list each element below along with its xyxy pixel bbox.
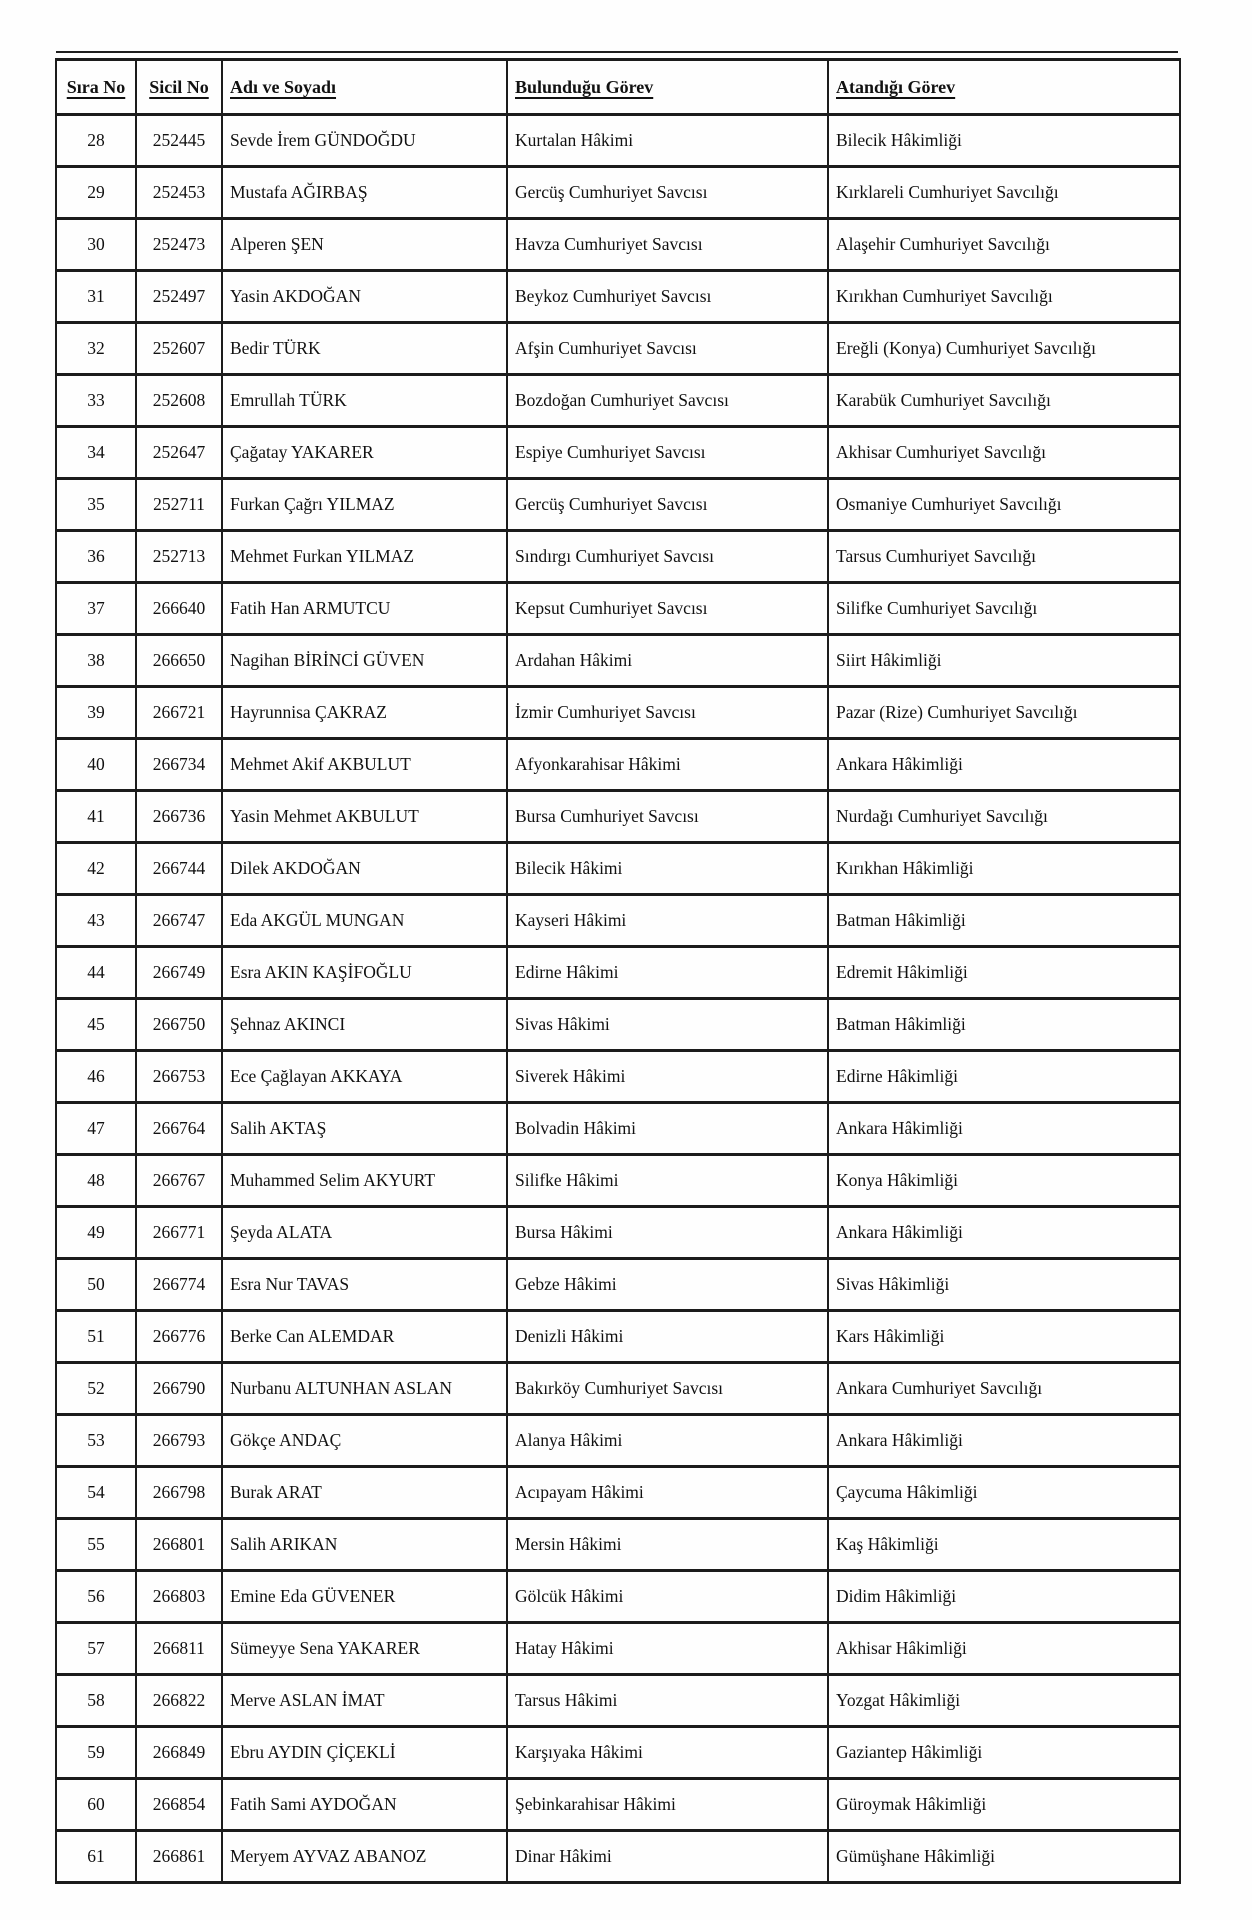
table-row bbox=[56, 947, 1180, 999]
cell-assigned-position: Karabük Cumhuriyet Savcılığı bbox=[828, 375, 1180, 427]
cell-assigned-position: Akhisar Cumhuriyet Savcılığı bbox=[828, 427, 1180, 479]
cell-assigned-position: Bilecik Hâkimliği bbox=[828, 115, 1180, 167]
cell-assigned-position: Yozgat Hâkimliği bbox=[828, 1675, 1180, 1727]
table-header bbox=[56, 60, 1180, 115]
table-row bbox=[56, 843, 1180, 895]
cell-sicil-no: 266811 bbox=[136, 1623, 222, 1675]
cell-sira-no: 46 bbox=[56, 1051, 136, 1103]
cell-current-position: Kepsut Cumhuriyet Savcısı bbox=[507, 583, 828, 635]
table-row bbox=[56, 219, 1180, 271]
cell-sicil-no: 252453 bbox=[136, 167, 222, 219]
header-name: Adı ve Soyadı bbox=[222, 60, 507, 115]
table-row bbox=[56, 1519, 1180, 1571]
cell-name: Gökçe ANDAÇ bbox=[222, 1415, 507, 1467]
header-sicil-no: Sicil No bbox=[136, 60, 222, 115]
cell-name: Sevde İrem GÜNDOĞDU bbox=[222, 115, 507, 167]
cell-sira-no: 49 bbox=[56, 1207, 136, 1259]
assignment-table bbox=[55, 58, 1181, 1884]
cell-sicil-no: 252473 bbox=[136, 219, 222, 271]
cell-name: Sümeyye Sena YAKARER bbox=[222, 1623, 507, 1675]
cell-name: Furkan Çağrı YILMAZ bbox=[222, 479, 507, 531]
cell-sicil-no: 266801 bbox=[136, 1519, 222, 1571]
cell-assigned-position: Nurdağı Cumhuriyet Savcılığı bbox=[828, 791, 1180, 843]
cell-assigned-position: Akhisar Hâkimliği bbox=[828, 1623, 1180, 1675]
table-row bbox=[56, 1571, 1180, 1623]
cell-assigned-position: Ereğli (Konya) Cumhuriyet Savcılığı bbox=[828, 323, 1180, 375]
cell-name: Şehnaz AKINCI bbox=[222, 999, 507, 1051]
table-row bbox=[56, 375, 1180, 427]
cell-sira-no: 37 bbox=[56, 583, 136, 635]
table-row bbox=[56, 1259, 1180, 1311]
table-row bbox=[56, 167, 1180, 219]
cell-assigned-position: Sivas Hâkimliği bbox=[828, 1259, 1180, 1311]
cell-sicil-no: 266734 bbox=[136, 739, 222, 791]
cell-sicil-no: 266771 bbox=[136, 1207, 222, 1259]
cell-current-position: Gölcük Hâkimi bbox=[507, 1571, 828, 1623]
table-row bbox=[56, 531, 1180, 583]
cell-current-position: Ardahan Hâkimi bbox=[507, 635, 828, 687]
cell-sicil-no: 266747 bbox=[136, 895, 222, 947]
table-row bbox=[56, 999, 1180, 1051]
cell-assigned-position: Kırıkhan Hâkimliği bbox=[828, 843, 1180, 895]
cell-assigned-position: Kırıkhan Cumhuriyet Savcılığı bbox=[828, 271, 1180, 323]
cell-name: Yasin Mehmet AKBULUT bbox=[222, 791, 507, 843]
table-row bbox=[56, 1051, 1180, 1103]
cell-assigned-position: Ankara Hâkimliği bbox=[828, 1207, 1180, 1259]
cell-sira-no: 42 bbox=[56, 843, 136, 895]
cell-sira-no: 47 bbox=[56, 1103, 136, 1155]
cell-sira-no: 30 bbox=[56, 219, 136, 271]
cell-current-position: İzmir Cumhuriyet Savcısı bbox=[507, 687, 828, 739]
cell-sicil-no: 252497 bbox=[136, 271, 222, 323]
cell-assigned-position: Didim Hâkimliği bbox=[828, 1571, 1180, 1623]
cell-current-position: Acıpayam Hâkimi bbox=[507, 1467, 828, 1519]
cell-assigned-position: Pazar (Rize) Cumhuriyet Savcılığı bbox=[828, 687, 1180, 739]
cell-assigned-position: Ankara Hâkimliği bbox=[828, 739, 1180, 791]
cell-name: Emrullah TÜRK bbox=[222, 375, 507, 427]
table-row bbox=[56, 1675, 1180, 1727]
cell-sicil-no: 266736 bbox=[136, 791, 222, 843]
cell-sicil-no: 266650 bbox=[136, 635, 222, 687]
cell-name: Mehmet Furkan YILMAZ bbox=[222, 531, 507, 583]
cell-current-position: Şebinkarahisar Hâkimi bbox=[507, 1779, 828, 1831]
header-current-position: Bulunduğu Görev bbox=[507, 60, 828, 115]
table-row bbox=[56, 739, 1180, 791]
cell-sicil-no: 266861 bbox=[136, 1831, 222, 1883]
cell-name: Çağatay YAKARER bbox=[222, 427, 507, 479]
table-body bbox=[56, 115, 1180, 1883]
table-row bbox=[56, 115, 1180, 167]
cell-current-position: Hatay Hâkimi bbox=[507, 1623, 828, 1675]
cell-sira-no: 57 bbox=[56, 1623, 136, 1675]
cell-name: Salih ARIKAN bbox=[222, 1519, 507, 1571]
table-row bbox=[56, 1415, 1180, 1467]
cell-name: Nagihan BİRİNCİ GÜVEN bbox=[222, 635, 507, 687]
cell-sira-no: 48 bbox=[56, 1155, 136, 1207]
cell-sira-no: 45 bbox=[56, 999, 136, 1051]
table-row bbox=[56, 1207, 1180, 1259]
cell-current-position: Bursa Hâkimi bbox=[507, 1207, 828, 1259]
cell-sicil-no: 252607 bbox=[136, 323, 222, 375]
cell-sira-no: 59 bbox=[56, 1727, 136, 1779]
cell-assigned-position: Tarsus Cumhuriyet Savcılığı bbox=[828, 531, 1180, 583]
table-row bbox=[56, 1727, 1180, 1779]
cell-sira-no: 60 bbox=[56, 1779, 136, 1831]
cell-name: Meryem AYVAZ ABANOZ bbox=[222, 1831, 507, 1883]
cell-current-position: Kayseri Hâkimi bbox=[507, 895, 828, 947]
cell-current-position: Espiye Cumhuriyet Savcısı bbox=[507, 427, 828, 479]
cell-sicil-no: 266767 bbox=[136, 1155, 222, 1207]
table-row bbox=[56, 1155, 1180, 1207]
cell-sicil-no: 266764 bbox=[136, 1103, 222, 1155]
cell-sicil-no: 252445 bbox=[136, 115, 222, 167]
cell-assigned-position: Alaşehir Cumhuriyet Savcılığı bbox=[828, 219, 1180, 271]
cell-sira-no: 39 bbox=[56, 687, 136, 739]
table-row bbox=[56, 427, 1180, 479]
table-row bbox=[56, 1623, 1180, 1675]
header-sira-no: Sıra No bbox=[56, 60, 136, 115]
cell-current-position: Gercüş Cumhuriyet Savcısı bbox=[507, 167, 828, 219]
cell-current-position: Afyonkarahisar Hâkimi bbox=[507, 739, 828, 791]
header-assigned-position: Atandığı Görev bbox=[828, 60, 1180, 115]
cell-sira-no: 54 bbox=[56, 1467, 136, 1519]
cell-name: Mustafa AĞIRBAŞ bbox=[222, 167, 507, 219]
cell-sicil-no: 252711 bbox=[136, 479, 222, 531]
cell-sicil-no: 266721 bbox=[136, 687, 222, 739]
cell-sira-no: 61 bbox=[56, 1831, 136, 1883]
cell-name: Fatih Han ARMUTCU bbox=[222, 583, 507, 635]
cell-sicil-no: 266790 bbox=[136, 1363, 222, 1415]
cell-name: Salih AKTAŞ bbox=[222, 1103, 507, 1155]
cell-name: Merve ASLAN İMAT bbox=[222, 1675, 507, 1727]
table-row bbox=[56, 479, 1180, 531]
cell-sicil-no: 252647 bbox=[136, 427, 222, 479]
table-row bbox=[56, 1467, 1180, 1519]
cell-sicil-no: 252608 bbox=[136, 375, 222, 427]
cell-assigned-position: Kaş Hâkimliği bbox=[828, 1519, 1180, 1571]
cell-sira-no: 58 bbox=[56, 1675, 136, 1727]
cell-sicil-no: 266640 bbox=[136, 583, 222, 635]
table-row bbox=[56, 323, 1180, 375]
cell-name: Ece Çağlayan AKKAYA bbox=[222, 1051, 507, 1103]
table-row bbox=[56, 583, 1180, 635]
cell-sira-no: 31 bbox=[56, 271, 136, 323]
cell-assigned-position: Gaziantep Hâkimliği bbox=[828, 1727, 1180, 1779]
cell-sicil-no: 266798 bbox=[136, 1467, 222, 1519]
cell-assigned-position: Siirt Hâkimliği bbox=[828, 635, 1180, 687]
cell-sicil-no: 266849 bbox=[136, 1727, 222, 1779]
table-row bbox=[56, 635, 1180, 687]
cell-sira-no: 38 bbox=[56, 635, 136, 687]
table-row bbox=[56, 1311, 1180, 1363]
cell-assigned-position: Kırklareli Cumhuriyet Savcılığı bbox=[828, 167, 1180, 219]
cell-sicil-no: 252713 bbox=[136, 531, 222, 583]
cell-current-position: Bakırköy Cumhuriyet Savcısı bbox=[507, 1363, 828, 1415]
cell-name: Eda AKGÜL MUNGAN bbox=[222, 895, 507, 947]
cell-name: Burak ARAT bbox=[222, 1467, 507, 1519]
cell-sicil-no: 266744 bbox=[136, 843, 222, 895]
cell-sicil-no: 266822 bbox=[136, 1675, 222, 1727]
cell-current-position: Mersin Hâkimi bbox=[507, 1519, 828, 1571]
cell-current-position: Havza Cumhuriyet Savcısı bbox=[507, 219, 828, 271]
cell-sira-no: 36 bbox=[56, 531, 136, 583]
cell-sicil-no: 266793 bbox=[136, 1415, 222, 1467]
cell-sicil-no: 266776 bbox=[136, 1311, 222, 1363]
cell-sira-no: 44 bbox=[56, 947, 136, 999]
cell-sira-no: 34 bbox=[56, 427, 136, 479]
cell-sira-no: 52 bbox=[56, 1363, 136, 1415]
cell-current-position: Bozdoğan Cumhuriyet Savcısı bbox=[507, 375, 828, 427]
cell-sicil-no: 266750 bbox=[136, 999, 222, 1051]
cell-name: Şeyda ALATA bbox=[222, 1207, 507, 1259]
cell-current-position: Edirne Hâkimi bbox=[507, 947, 828, 999]
cell-current-position: Siverek Hâkimi bbox=[507, 1051, 828, 1103]
cell-sira-no: 41 bbox=[56, 791, 136, 843]
cell-current-position: Afşin Cumhuriyet Savcısı bbox=[507, 323, 828, 375]
cell-current-position: Sındırgı Cumhuriyet Savcısı bbox=[507, 531, 828, 583]
cell-name: Esra Nur TAVAS bbox=[222, 1259, 507, 1311]
cell-name: Berke Can ALEMDAR bbox=[222, 1311, 507, 1363]
table-row bbox=[56, 1779, 1180, 1831]
cell-sira-no: 40 bbox=[56, 739, 136, 791]
cell-name: Fatih Sami AYDOĞAN bbox=[222, 1779, 507, 1831]
cell-current-position: Tarsus Hâkimi bbox=[507, 1675, 828, 1727]
table-row bbox=[56, 791, 1180, 843]
cell-current-position: Gebze Hâkimi bbox=[507, 1259, 828, 1311]
cell-name: Dilek AKDOĞAN bbox=[222, 843, 507, 895]
cell-name: Emine Eda GÜVENER bbox=[222, 1571, 507, 1623]
cell-name: Alperen ŞEN bbox=[222, 219, 507, 271]
cell-assigned-position: Batman Hâkimliği bbox=[828, 895, 1180, 947]
cell-assigned-position: Ankara Hâkimliği bbox=[828, 1103, 1180, 1155]
cell-assigned-position: Güroymak Hâkimliği bbox=[828, 1779, 1180, 1831]
cell-current-position: Kurtalan Hâkimi bbox=[507, 115, 828, 167]
cell-sira-no: 28 bbox=[56, 115, 136, 167]
cell-assigned-position: Silifke Cumhuriyet Savcılığı bbox=[828, 583, 1180, 635]
cell-name: Bedir TÜRK bbox=[222, 323, 507, 375]
cell-sicil-no: 266753 bbox=[136, 1051, 222, 1103]
cell-current-position: Beykoz Cumhuriyet Savcısı bbox=[507, 271, 828, 323]
cell-assigned-position: Edremit Hâkimliği bbox=[828, 947, 1180, 999]
cell-assigned-position: Edirne Hâkimliği bbox=[828, 1051, 1180, 1103]
cell-current-position: Bilecik Hâkimi bbox=[507, 843, 828, 895]
table-top-rule bbox=[56, 51, 1178, 53]
cell-current-position: Gercüş Cumhuriyet Savcısı bbox=[507, 479, 828, 531]
cell-sicil-no: 266774 bbox=[136, 1259, 222, 1311]
cell-assigned-position: Kars Hâkimliği bbox=[828, 1311, 1180, 1363]
cell-sicil-no: 266803 bbox=[136, 1571, 222, 1623]
table-row bbox=[56, 1103, 1180, 1155]
cell-current-position: Sivas Hâkimi bbox=[507, 999, 828, 1051]
cell-assigned-position: Ankara Cumhuriyet Savcılığı bbox=[828, 1363, 1180, 1415]
cell-name: Mehmet Akif AKBULUT bbox=[222, 739, 507, 791]
cell-current-position: Denizli Hâkimi bbox=[507, 1311, 828, 1363]
cell-sira-no: 53 bbox=[56, 1415, 136, 1467]
table-row bbox=[56, 895, 1180, 947]
cell-sicil-no: 266854 bbox=[136, 1779, 222, 1831]
cell-assigned-position: Konya Hâkimliği bbox=[828, 1155, 1180, 1207]
cell-name: Hayrunnisa ÇAKRAZ bbox=[222, 687, 507, 739]
cell-current-position: Karşıyaka Hâkimi bbox=[507, 1727, 828, 1779]
cell-current-position: Alanya Hâkimi bbox=[507, 1415, 828, 1467]
cell-current-position: Bolvadin Hâkimi bbox=[507, 1103, 828, 1155]
cell-assigned-position: Ankara Hâkimliği bbox=[828, 1415, 1180, 1467]
cell-sira-no: 35 bbox=[56, 479, 136, 531]
table-row bbox=[56, 271, 1180, 323]
cell-name: Nurbanu ALTUNHAN ASLAN bbox=[222, 1363, 507, 1415]
cell-sicil-no: 266749 bbox=[136, 947, 222, 999]
cell-sira-no: 55 bbox=[56, 1519, 136, 1571]
cell-current-position: Bursa Cumhuriyet Savcısı bbox=[507, 791, 828, 843]
cell-name: Esra AKIN KAŞİFOĞLU bbox=[222, 947, 507, 999]
cell-sira-no: 33 bbox=[56, 375, 136, 427]
table-row bbox=[56, 1831, 1180, 1883]
cell-sira-no: 51 bbox=[56, 1311, 136, 1363]
cell-current-position: Dinar Hâkimi bbox=[507, 1831, 828, 1883]
cell-sira-no: 50 bbox=[56, 1259, 136, 1311]
table-row bbox=[56, 1363, 1180, 1415]
cell-name: Yasin AKDOĞAN bbox=[222, 271, 507, 323]
header-row bbox=[56, 60, 1180, 115]
cell-name: Ebru AYDIN ÇİÇEKLİ bbox=[222, 1727, 507, 1779]
cell-name: Muhammed Selim AKYURT bbox=[222, 1155, 507, 1207]
cell-sira-no: 32 bbox=[56, 323, 136, 375]
table-row bbox=[56, 687, 1180, 739]
cell-assigned-position: Osmaniye Cumhuriyet Savcılığı bbox=[828, 479, 1180, 531]
cell-current-position: Silifke Hâkimi bbox=[507, 1155, 828, 1207]
cell-sira-no: 43 bbox=[56, 895, 136, 947]
cell-sira-no: 29 bbox=[56, 167, 136, 219]
cell-assigned-position: Batman Hâkimliği bbox=[828, 999, 1180, 1051]
cell-assigned-position: Çaycuma Hâkimliği bbox=[828, 1467, 1180, 1519]
cell-assigned-position: Gümüşhane Hâkimliği bbox=[828, 1831, 1180, 1883]
cell-sira-no: 56 bbox=[56, 1571, 136, 1623]
